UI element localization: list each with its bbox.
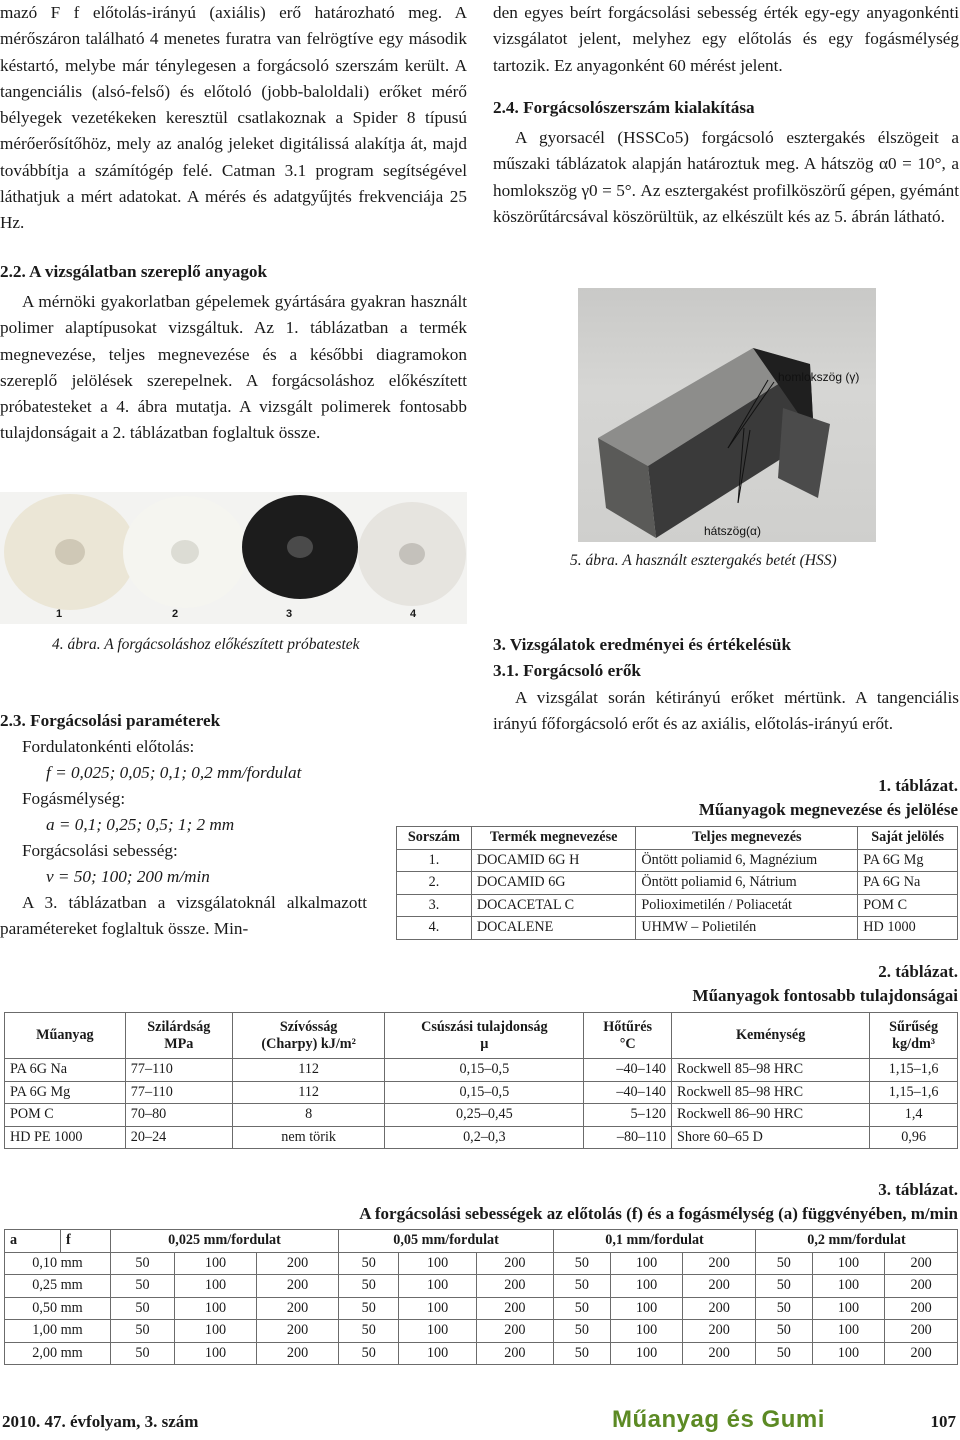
speed-cell: 200 [257,1275,339,1298]
table-cell: 0,25–0,45 [385,1104,584,1127]
table-row [5,1320,958,1343]
specimen-label-4: 4 [410,608,417,620]
speed-cell: 200 [476,1252,553,1275]
table-2-header: Szilárdság MPa [125,1013,232,1059]
table-cell: 1,15–1,6 [870,1081,958,1104]
table-3-feed-header: 0,05 mm/fordulat [339,1230,554,1253]
figure-5-caption: 5. ábra. A használt esztergakés betét (HSS) [570,552,837,569]
left-column-top [0,0,467,447]
table-cell: 1,15–1,6 [870,1059,958,1082]
table-cell: UHMW – Polietilén [636,917,858,940]
page-number: 107 [930,1412,956,1431]
tool-insert-illustration [578,288,876,542]
speed-cell: 50 [339,1275,399,1298]
speed-cell: 200 [885,1275,958,1298]
speed-cell: 100 [812,1252,885,1275]
rake-angle-label: homlokszög (γ) [778,370,860,384]
speed-cell: 100 [812,1297,885,1320]
speed-cell: 50 [111,1320,175,1343]
table-1-header: Termék megnevezése [471,827,636,850]
table-cell: –80–110 [584,1126,672,1149]
section-3-title: 3. Vizsgálatok eredményei és értékelésük [493,635,792,654]
speed-cell: 200 [885,1297,958,1320]
intro-paragraph [0,0,467,237]
speed-cell: 200 [476,1320,553,1343]
speed-cell: 100 [399,1275,476,1298]
specimen-label-1: 1 [56,608,63,620]
speed-cell: 100 [610,1320,683,1343]
speed-cell: 100 [610,1297,683,1320]
table-2-caption [693,960,958,1008]
table-row [5,1297,958,1320]
speed-cell: 100 [812,1275,885,1298]
table-cell: HD 1000 [858,917,958,940]
table-cell: Polioximetilén / Poliacetát [636,894,858,917]
speed-cell: 50 [111,1252,175,1275]
table-2-header: Sűrűség kg/dm³ [870,1013,958,1059]
speed-cell: 50 [554,1297,611,1320]
speed-cell: 200 [683,1252,756,1275]
speed-value: v = 50; 100; 200 m/min [46,867,210,886]
table-cell: –40–140 [584,1081,672,1104]
table-cell: Öntött poliamid 6, Nátrium [636,872,858,895]
table-cell: 1,4 [870,1104,958,1127]
table-cell: 0,15–0,5 [385,1081,584,1104]
issue-info: 2010. 47. évfolyam, 3. szám [2,1412,199,1431]
table-row [397,849,958,872]
speed-cell: 200 [257,1320,339,1343]
table-row [5,1342,958,1365]
section-2-3 [0,708,367,942]
depth-cell: 0,25 mm [5,1275,111,1298]
table-2 [4,1012,958,1149]
table-2-header-row [5,1013,958,1059]
speed-cell: 100 [812,1320,885,1343]
table-2-header: Csúszási tulajdonság µ [385,1013,584,1059]
table-3-label: 3. táblázat. [878,1180,958,1199]
table-row [5,1126,958,1149]
table-cell: 112 [232,1059,385,1082]
table-3 [4,1229,958,1365]
table-cell: PA 6G Mg [5,1081,126,1104]
table-row [5,1059,958,1082]
clearance-angle-label: hátszög(α) [704,524,761,538]
table-row [5,1252,958,1275]
table-cell: POM C [5,1104,126,1127]
table-cell: nem törik [232,1126,385,1149]
speed-cell: 100 [399,1297,476,1320]
speed-cell: 200 [476,1342,553,1365]
table-cell: 77–110 [125,1081,232,1104]
table-2-label: 2. táblázat. [878,962,958,981]
table-cell: 77–110 [125,1059,232,1082]
table-cell: 5–120 [584,1104,672,1127]
table-1 [396,826,958,940]
figure-4-photo [0,492,467,624]
table-1-header: Teljes megnevezés [636,827,858,850]
depth-cell: 1,00 mm [5,1320,111,1343]
table-cell: HD PE 1000 [5,1126,126,1149]
table-cell: DOCALENE [471,917,636,940]
figure-4-caption: 4. ábra. A forgácsoláshoz előkészített próbatestek [52,636,360,653]
speed-cell: 200 [683,1297,756,1320]
table-cell: 1. [397,849,472,872]
table-cell: Öntött poliamid 6, Magnézium [636,849,858,872]
table-1-label: 1. táblázat. [878,776,958,795]
table-2-header: Hőtűrés °C [584,1013,672,1059]
table-cell: 4. [397,917,472,940]
table-3-header-f: f [61,1230,111,1253]
table-cell: PA 6G Na [5,1059,126,1082]
speed-cell: 50 [554,1275,611,1298]
speed-cell: 100 [399,1342,476,1365]
specimen-label-3: 3 [286,608,293,620]
table-2-header: Keménység [672,1013,870,1059]
depth-cell: 0,10 mm [5,1252,111,1275]
speed-cell: 50 [755,1320,812,1343]
speed-cell: 50 [755,1252,812,1275]
table-1-header: Sorszám [397,827,472,850]
table-1-header-row [397,827,958,850]
speed-label: Forgácsolási sebesség: [22,841,178,860]
section-2-3-closing: A 3. táblázatban a vizsgálatoknál alkalmazott paramétereket foglaltuk össze. Min- [0,893,367,938]
speed-cell: 100 [175,1252,257,1275]
table-cell: 70–80 [125,1104,232,1127]
table-3-feed-header: 0,1 mm/fordulat [554,1230,756,1253]
figure-5-photo [578,288,876,542]
table-cell: 0,96 [870,1126,958,1149]
table-cell: PA 6G Na [858,872,958,895]
table-2-header: Műanyag [5,1013,126,1059]
specimen-label-2: 2 [172,608,179,620]
speed-cell: 50 [755,1297,812,1320]
table-cell: 2. [397,872,472,895]
speed-cell: 200 [257,1342,339,1365]
speed-cell: 100 [175,1320,257,1343]
speed-cell: 100 [610,1275,683,1298]
right-column-top [493,0,959,230]
speed-cell: 200 [257,1297,339,1320]
feed-value: f = 0,025; 0,05; 0,1; 0,2 mm/fordulat [46,763,302,782]
speed-cell: 50 [554,1320,611,1343]
table-2-header: Szívósság (Charpy) kJ/m² [232,1013,385,1059]
speed-cell: 200 [257,1252,339,1275]
section-3-1-text: A vizsgálat során kétirányú erőket mértünk. A tangenciális irányú főforgácsoló erőt és az axiális, előtolás-irányú erőt. [493,687,959,733]
table-cell: PA 6G Mg [858,849,958,872]
speed-cell: 200 [683,1342,756,1365]
table-row [5,1081,958,1104]
intro-text: mazó F f előtolás-irányú (axiális) erő határozható meg. A mérőszáron található 4 menetes furatra van felrögtívе egy második késtartó, melybe már ténylegesen a forgácsoló szerszám került. A tangenciális (alsó-felső) és előtoló (jobb-baloldali) erőket mérő bélyegek vezetékeken keresztül csatlakoznak a Spider 8 típusú mérőerősítőhöz, mely az analóg jeleket digitálissá alakítja át, majd továbbítja a számítógép felé. Catman 3.1 program segítségével láthatjuk a mért adatokat. A mérés és adatgyűjtés frekvenciája 25 Hz. [0,3,467,233]
speed-cell: 50 [339,1252,399,1275]
speed-cell: 100 [610,1252,683,1275]
table-cell: 20–24 [125,1126,232,1149]
speed-cell: 200 [885,1320,958,1343]
table-row [5,1104,958,1127]
section-2-3-title: 2.3. Forgácsolási paraméterek [0,711,221,730]
speed-cell: 200 [683,1275,756,1298]
continued-paragraph: den egyes beírt forgácsolási sebesség érték egy-egy anyagonkénti vizsgálatot jelent, melyhez egy előtolás és egy fogásmélység tartozik. Ez anyagonként 60 mérést jelent. [493,3,959,75]
speed-cell: 100 [175,1342,257,1365]
speed-cell: 200 [476,1297,553,1320]
table-cell: Rockwell 85–98 HRC [672,1081,870,1104]
table-row [397,894,958,917]
table-cell: DOCAMID 6G H [471,849,636,872]
table-cell: DOCAMID 6G [471,872,636,895]
speed-cell: 50 [111,1342,175,1365]
table-1-caption [699,774,958,822]
section-3-1-title: 3.1. Forgácsoló erők [493,661,641,681]
speed-cell: 50 [339,1320,399,1343]
table-cell: 8 [232,1104,385,1127]
table-1-header: Saját jelölés [858,827,958,850]
speed-cell: 100 [175,1275,257,1298]
table-cell: 3. [397,894,472,917]
journal-logo: Műanyag és Gumi [612,1406,825,1433]
feed-label: Fordulatonkénti előtolás: [22,737,195,756]
section-2-4-title: 2.4. Forgácsolószerszám kialakítása [493,97,755,117]
speed-cell: 200 [885,1342,958,1365]
table-1-title: Műanyagok megnevezése és jelölése [698,800,958,819]
speed-cell: 200 [885,1252,958,1275]
specimens-illustration [0,492,467,624]
speed-cell: 50 [111,1275,175,1298]
speed-cell: 50 [554,1342,611,1365]
depth-cell: 0,50 mm [5,1297,111,1320]
table-3-header-row [5,1230,958,1253]
speed-cell: 200 [683,1320,756,1343]
table-3-caption [359,1178,958,1226]
speed-cell: 100 [812,1342,885,1365]
table-3-header-a: a [5,1230,61,1253]
table-cell: POM C [858,894,958,917]
section-2-2-text: A mérnöki gyakorlatban gépelemek gyártására gyakran használt polimer alaptípusokat vizsgáltuk. Az 1. táblázatban a termék megnevezése, teljes megnevezése és a későbbi diagramokon szereplő jelölések szerepelnek. A forgácsoláshoz előkészített próbatesteket a 4. ábra mutatja. A vizsgált polimerek fontosabb tulajdonságait a 2. táblázatban foglaltuk össze. [0,291,467,443]
speed-cell: 100 [175,1297,257,1320]
speed-cell: 50 [755,1275,812,1298]
section-2-2-title: 2.2. A vizsgálatban szereplő anyagok [0,261,268,281]
table-3-feed-header: 0,2 mm/fordulat [755,1230,957,1253]
speed-cell: 50 [554,1252,611,1275]
table-cell: Shore 60–65 D [672,1126,870,1149]
page-footer [0,1404,960,1440]
speed-cell: 100 [610,1342,683,1365]
table-cell: 0,15–0,5 [385,1059,584,1082]
speed-cell: 100 [399,1252,476,1275]
speed-cell: 50 [111,1297,175,1320]
table-cell: Rockwell 86–90 HRC [672,1104,870,1127]
depth-value: a = 0,1; 0,25; 0,5; 1; 2 mm [46,815,235,834]
table-3-title: A forgácsolási sebességek az előtolás (f) és a fogásmélység (a) függvényében, m/min [359,1204,958,1223]
speed-cell: 100 [399,1320,476,1343]
table-row [5,1275,958,1298]
table-2-title: Műanyagok fontosabb tulajdonságai [692,986,958,1005]
speed-cell: 50 [339,1297,399,1320]
speed-cell: 50 [755,1342,812,1365]
depth-cell: 2,00 mm [5,1342,111,1365]
speed-cell: 50 [339,1342,399,1365]
table-row [397,872,958,895]
section-2-4-text: A gyorsacél (HSSCo5) forgácsoló esztergakés élszögeit a műszaki táblázatok alapján határoztuk meg. A hátszög α0 = 10°, a homlokszög γ0 = 5°. Az esztergakést profilköszörű gépen, gyémánt köszörűtárcsával köszörültük, az elkészült kés az 5. ábrán látható. [493,128,959,227]
depth-label: Fogásmélység: [22,789,126,808]
table-cell: DOCACETAL C [471,894,636,917]
table-3-feed-header: 0,025 mm/fordulat [111,1230,339,1253]
table-cell: 0,2–0,3 [385,1126,584,1149]
speed-cell: 200 [476,1275,553,1298]
table-cell: Rockwell 85–98 HRC [672,1059,870,1082]
table-row [397,917,958,940]
table-cell: 112 [232,1081,385,1104]
section-3 [493,632,959,737]
table-cell: –40–140 [584,1059,672,1082]
